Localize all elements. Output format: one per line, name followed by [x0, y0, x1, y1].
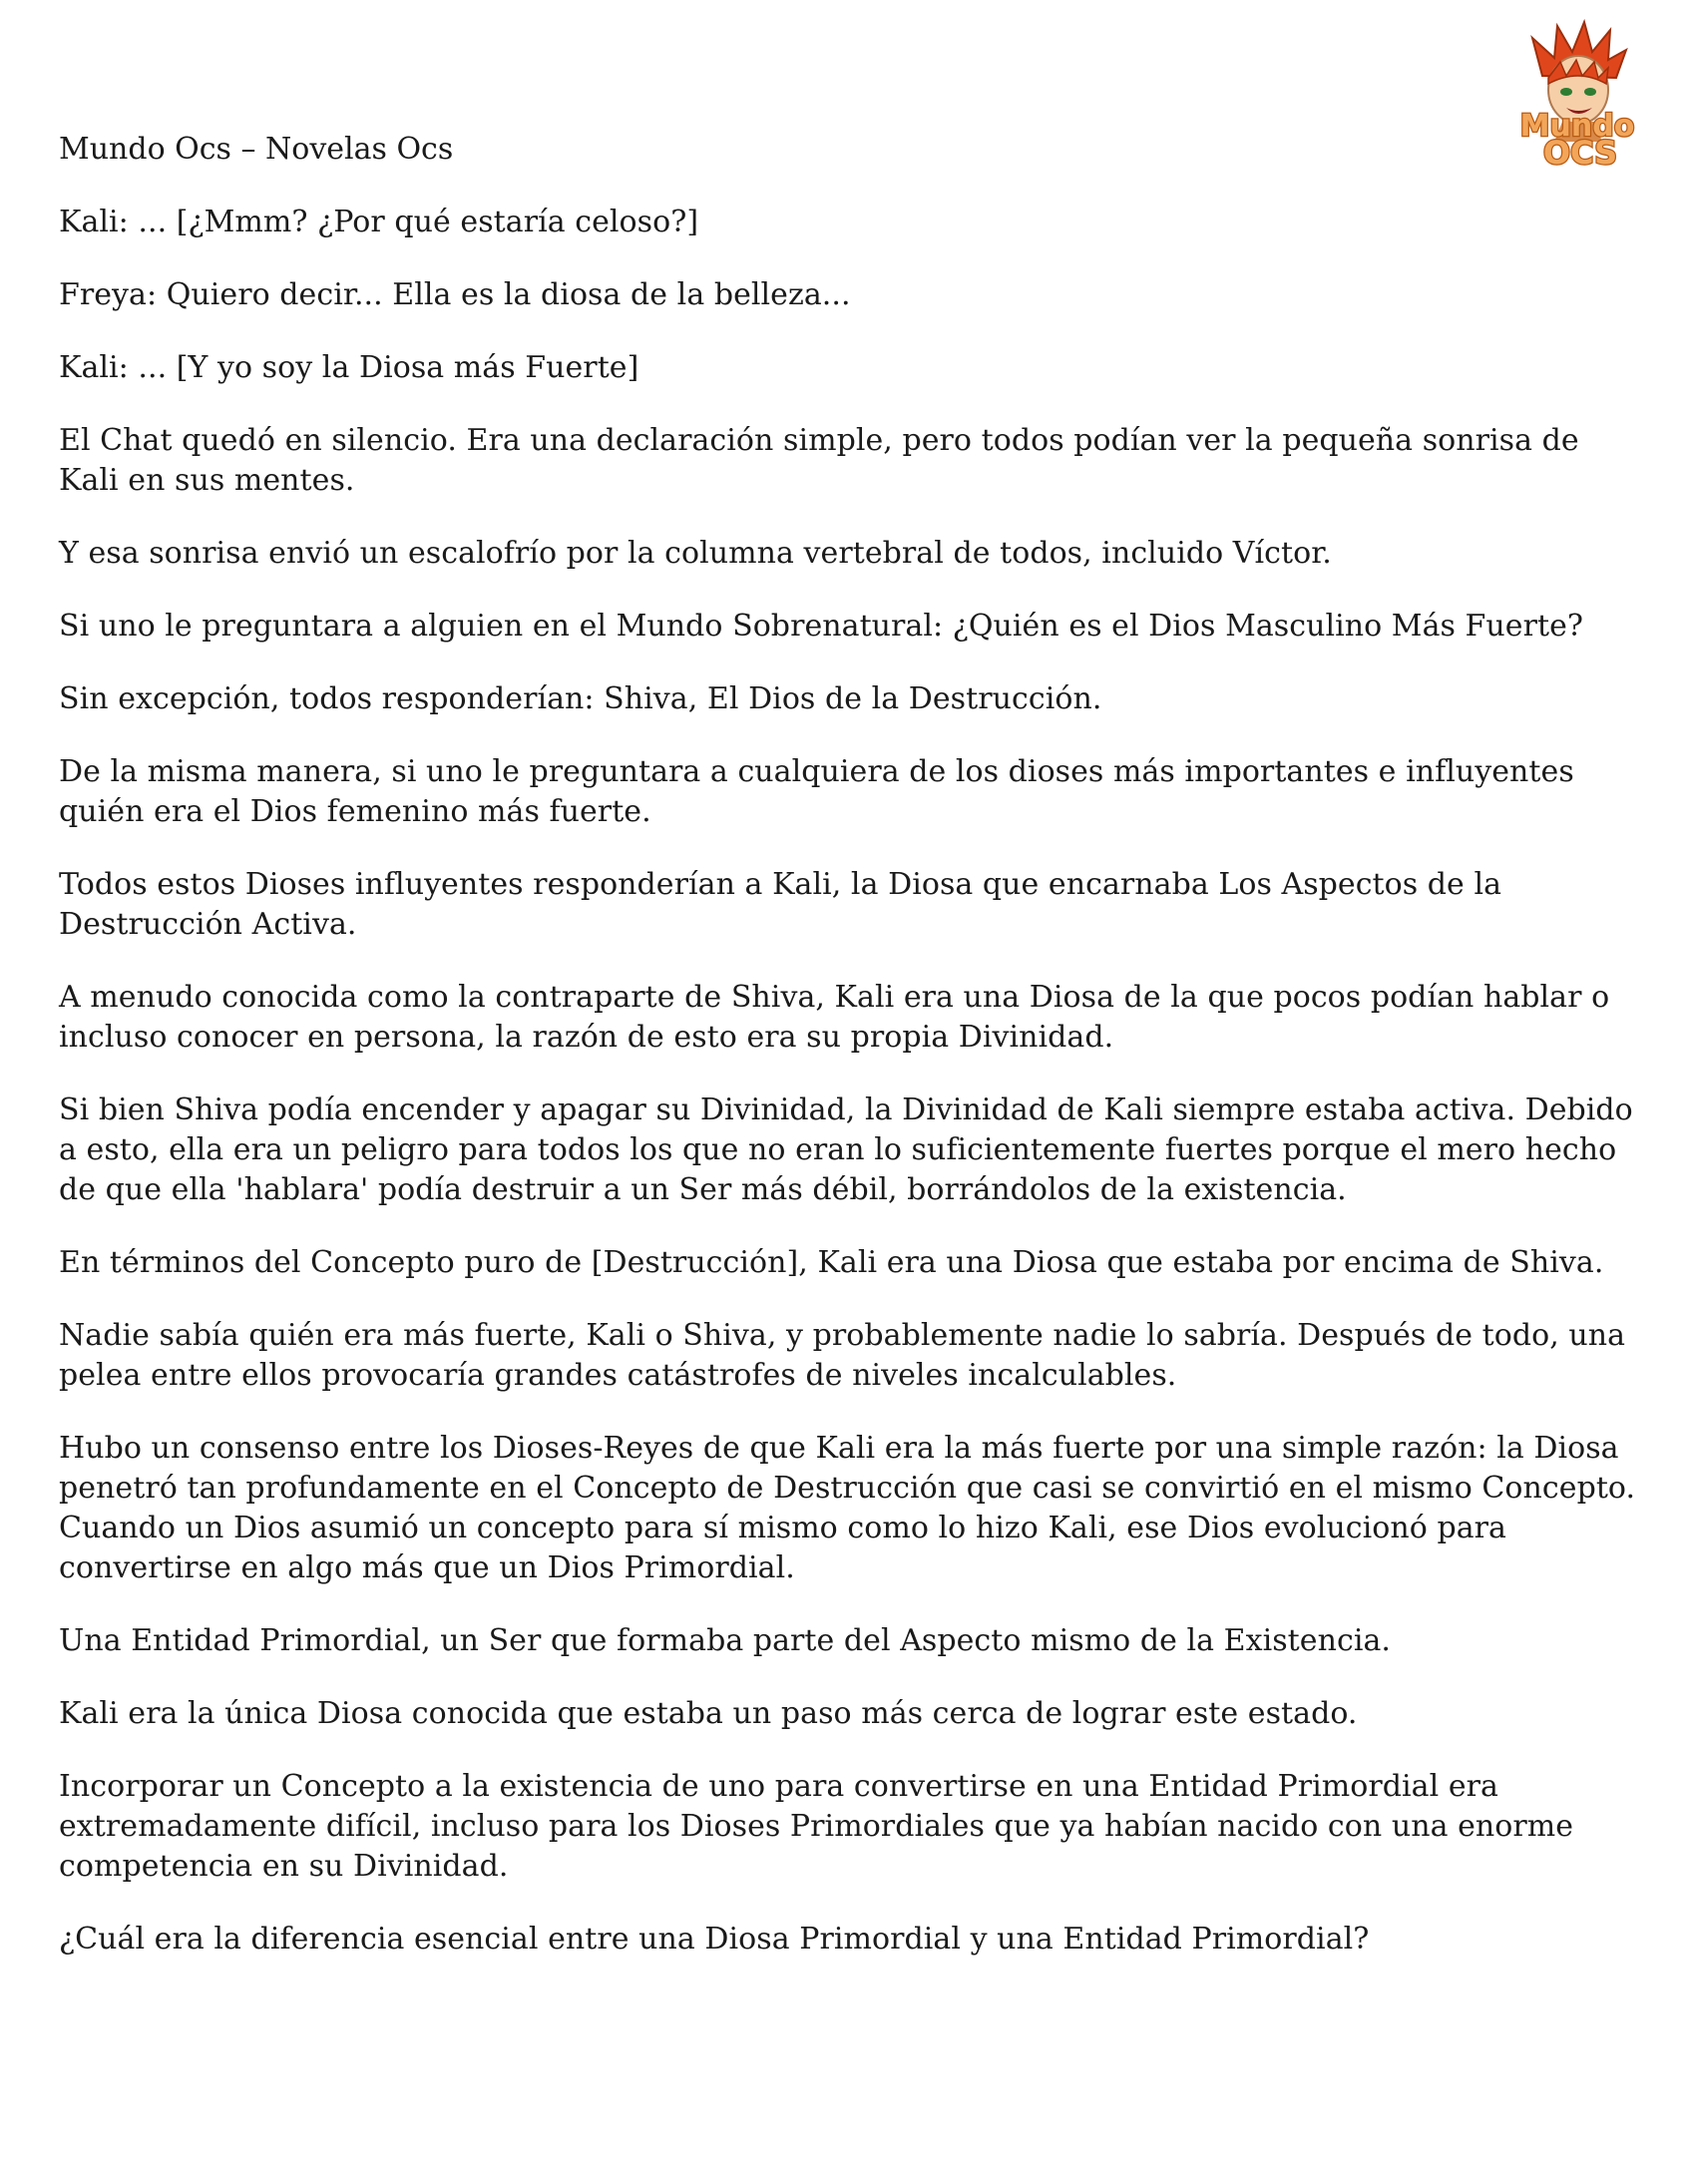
paragraph: Una Entidad Primordial, un Ser que formaba parte del Aspecto mismo de la Existencia. [59, 1623, 1391, 1658]
paragraph: En términos del Concepto puro de [Destrucción], Kali era una Diosa que estaba por encima de Shiva. [59, 1245, 1604, 1280]
mascot-icon [1502, 18, 1652, 178]
logo-text-line1: Mundo [1519, 109, 1635, 144]
paragraph: Incorporar un Concepto a la existencia de uno para convertirse en una Entidad Primordial era extremadamente difícil, incluso para los Dioses Primordiales que ya habían nacido con una enorme competencia en su Divinidad. [59, 1769, 1574, 1884]
paragraph: Freya: Quiero decir... Ella es la diosa de la belleza... [59, 277, 851, 312]
paragraph: Hubo un consenso entre los Dioses-Reyes de que Kali era la más fuerte por una simple razón: la Diosa penetró tan profundamente en el Concepto de Destrucción que casi se convirtió en el mismo Concepto. Cuando un Dios asumió un concepto para sí mismo como lo hizo Kali, ese Dios evolucionó para convertirse en algo más que un Dios Primordial. [59, 1431, 1636, 1585]
paragraph: Kali: ... [Y yo soy la Diosa más Fuerte] [59, 350, 639, 385]
paragraph: El Chat quedó en silencio. Era una declaración simple, pero todos podían ver la pequeña sonrisa de Kali en sus mentes. [59, 423, 1579, 498]
paragraph: ¿Cuál era la diferencia esencial entre una Diosa Primordial y una Entidad Primordial? [59, 1922, 1370, 1957]
paragraph: Kali era la única Diosa conocida que estaba un paso más cerca de lograr este estado. [59, 1696, 1358, 1731]
paragraph: De la misma manera, si uno le preguntara a cualquiera de los dioses más importantes e influyentes quién era el Dios femenino más fuerte. [59, 754, 1574, 829]
paragraph: Y esa sonrisa envió un escalofrío por la columna vertebral de todos, incluido Víctor. [59, 536, 1332, 571]
logo-text-line2: OCS [1542, 134, 1618, 172]
paragraph: Todos estos Dioses influyentes responderían a Kali, la Diosa que encarnaba Los Aspectos de la Destrucción Activa. [59, 867, 1502, 942]
paragraph: Si bien Shiva podía encender y apagar su Divinidad, la Divinidad de Kali siempre estaba activa. Debido a esto, ella era un peligro para todos los que no eran lo suficientemente fuertes porque el mero hecho de que ella 'hablara' podía destruir a un Ser más débil, borrándolos de la existencia. [59, 1092, 1633, 1207]
paragraph: A menudo conocida como la contraparte de Shiva, Kali era una Diosa de la que pocos podían hablar o incluso conocer en persona, la razón de esto era su propia Divinidad. [59, 980, 1610, 1055]
document-body [59, 203, 1645, 1992]
paragraph: Sin excepción, todos responderían: Shiva, El Dios de la Destrucción. [59, 681, 1102, 716]
paragraph: Kali: ... [¿Mmm? ¿Por qué estaría celoso?] [59, 205, 699, 239]
paragraph: Nadie sabía quién era más fuerte, Kali o Shiva, y probablemente nadie lo sabría. Después de todo, una pelea entre ellos provocaría grandes catástrofes de niveles incalculables. [59, 1318, 1626, 1393]
paragraph: Si uno le preguntara a alguien en el Mundo Sobrenatural: ¿Quién es el Dios Masculino Más Fuerte? [59, 609, 1584, 644]
mundo-ocs-logo [1502, 18, 1652, 178]
document-header: Mundo Ocs – Novelas Ocs [59, 132, 454, 167]
